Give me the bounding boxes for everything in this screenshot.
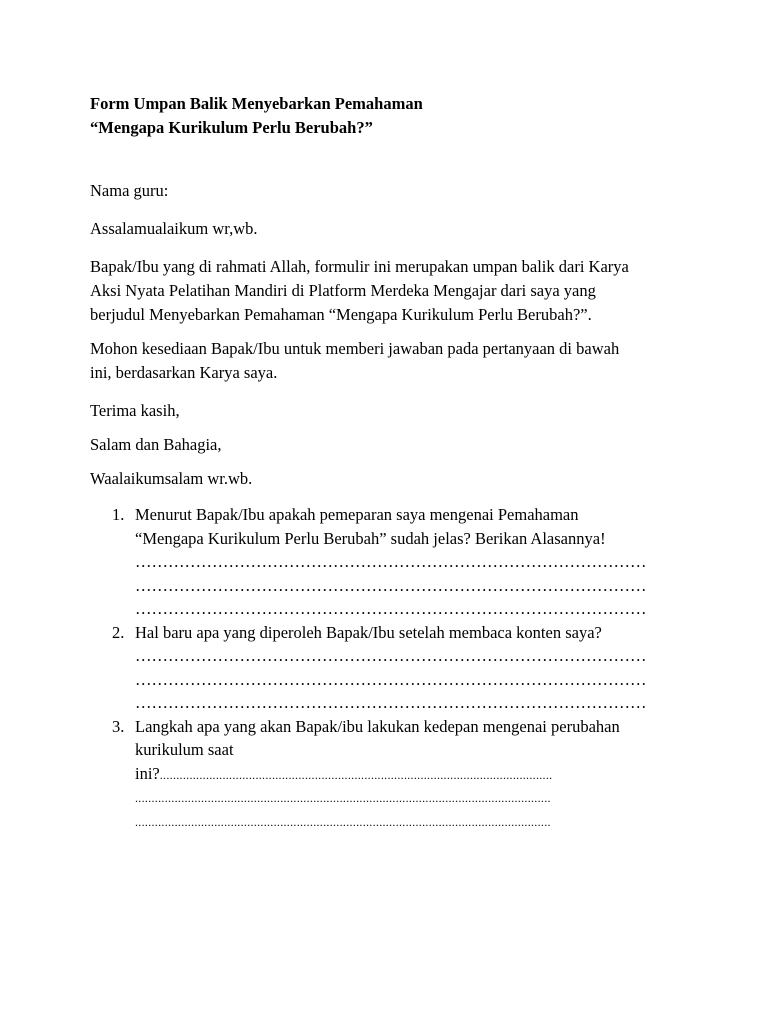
answer-line-3[interactable]: ………………………………………………………………………………… (135, 599, 647, 618)
answer-line-2[interactable]: ………………………………………………………………………………… (135, 669, 647, 689)
request-line2: ini, berdasarkan Karya saya. (90, 363, 278, 382)
request-paragraph (90, 337, 690, 385)
request-line1: Mohon kesediaan Bapak/Ibu untuk memberi jawaban pada pertanyaan di bawah (90, 339, 620, 358)
answer-line-3[interactable]: .............................................................................................................................. (135, 814, 551, 829)
closing-text: Waalaikumsalam wr.wb. (90, 469, 253, 488)
question-number: 3. (112, 716, 125, 736)
intro-line1: Bapak/Ibu yang di rahmati Allah, formulir ini merupakan umpan balik dari Karya (90, 257, 629, 276)
question-text-line2: “Mengapa Kurikulum Perlu Berubah” sudah jelas? Berikan Alasannya! (135, 528, 606, 548)
answer-line-2[interactable]: ………………………………………………………………………………… (135, 575, 647, 595)
question-text-line1: Hal baru apa yang diperoleh Bapak/Ibu setelah membaca konten saya? (135, 622, 602, 642)
question-text-line2: kurikulum saat (135, 740, 234, 759)
answer-line-2[interactable]: .............................................................................................................................. (135, 791, 551, 805)
question-text-line1: Langkah apa yang akan Bapak/ibu lakukan kedepan mengenai perubahan (135, 716, 620, 736)
greeting-text: Assalamualaikum wr,wb. (90, 219, 258, 238)
answer-dots: ....................................................................................................................... (159, 767, 553, 782)
answer-line-3[interactable]: ………………………………………………………………………………… (135, 693, 647, 712)
question-item-3 (90, 715, 690, 835)
answer-line-1[interactable]: ………………………………………………………………………………… (135, 552, 647, 571)
question-text-line3: ini? (135, 763, 160, 783)
intro-line2: Aksi Nyata Pelatihan Mandiri di Platform Merdeka Mengajar dari saya yang (90, 281, 596, 300)
regards-text: Salam dan Bahagia, (90, 435, 222, 454)
question-item-1 (90, 503, 690, 621)
intro-paragraph (90, 255, 690, 327)
question-number: 1. (112, 505, 125, 524)
thanks-text: Terima kasih, (90, 401, 180, 420)
question-item-2 (90, 621, 690, 715)
answer-line-1[interactable]: ………………………………………………………………………………… (135, 646, 647, 665)
teacher-name-label: Nama guru: (90, 181, 169, 200)
question-text-line1: Menurut Bapak/Ibu apakah pemeparan saya mengenai Pemahaman (135, 505, 579, 524)
intro-line3: berjudul Menyebarkan Pemahaman “Mengapa Kurikulum Perlu Berubah?”. (90, 305, 592, 324)
answer-line-1[interactable] (135, 762, 678, 788)
document-page (90, 92, 690, 834)
form-title-line1: Form Umpan Balik Menyebarkan Pemahaman (90, 94, 423, 113)
form-title-line2: “Mengapa Kurikulum Perlu Berubah?” (90, 118, 373, 137)
question-number: 2. (112, 622, 125, 642)
question-list (90, 503, 690, 834)
